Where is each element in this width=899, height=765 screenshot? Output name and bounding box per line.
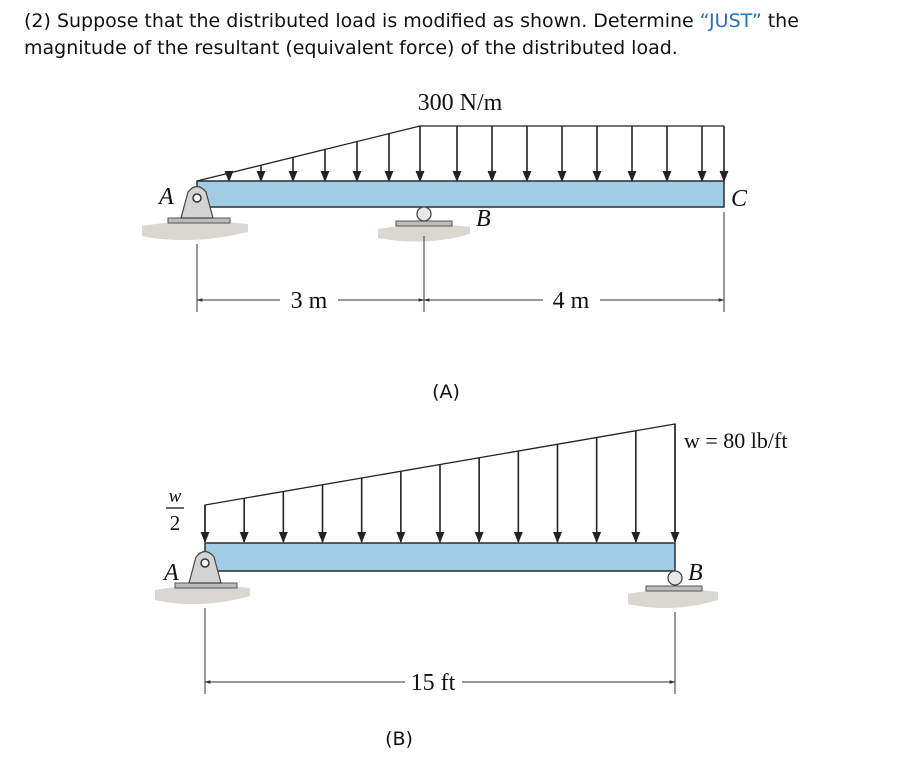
load-label-a: 300 N/m — [417, 90, 503, 116]
label-c-top: C — [731, 186, 748, 212]
base-plate-b2 — [646, 586, 702, 591]
figure-a — [142, 90, 748, 403]
caption-a: (A) — [432, 381, 460, 403]
roller-b-bottom — [668, 571, 682, 585]
question-line1-end: the — [761, 10, 799, 32]
pin-a-bottom — [201, 559, 209, 567]
roller-support-b-bottom — [628, 571, 718, 608]
caption-b: (B) — [385, 728, 413, 750]
roller-b — [417, 207, 431, 221]
question-line1-start: (2) Suppose that the distributed load is modified as shown. Determine — [24, 10, 700, 32]
label-a-bottom: A — [164, 560, 179, 586]
base-plate-a2 — [396, 221, 452, 226]
label-b-bottom: B — [688, 560, 703, 586]
span-label-3m: 3 m — [290, 288, 328, 314]
distributed-load-a — [197, 126, 724, 181]
question-emphasis: “JUST” — [699, 10, 762, 32]
load-envelope-a — [197, 126, 724, 181]
load-arrows-a — [229, 126, 724, 181]
load-label-b: w = 80 lb/ft — [684, 428, 788, 453]
label-a-top: A — [159, 184, 174, 210]
load-fraction-w-over-2 — [166, 486, 184, 535]
fraction-denominator: 2 — [169, 511, 181, 535]
ground-a1 — [142, 221, 248, 240]
beam-b — [205, 543, 675, 571]
base-plate-b1 — [175, 583, 237, 588]
dimensions-b — [205, 608, 675, 696]
pin-a — [193, 194, 201, 202]
beam-a — [197, 181, 724, 207]
load-arrows-b — [205, 424, 675, 542]
distributed-load-b — [205, 424, 675, 542]
question-line2: magnitude of the resultant (equivalent force) of the distributed load. — [24, 37, 678, 59]
ground-b2 — [628, 589, 718, 608]
span-label-4m: 4 m — [552, 288, 590, 314]
figure-b — [155, 424, 787, 750]
base-plate-a1 — [168, 218, 230, 223]
span-label-15ft: 15 ft — [410, 670, 456, 696]
label-b-top: B — [476, 206, 491, 232]
fraction-numerator: w — [168, 486, 182, 507]
